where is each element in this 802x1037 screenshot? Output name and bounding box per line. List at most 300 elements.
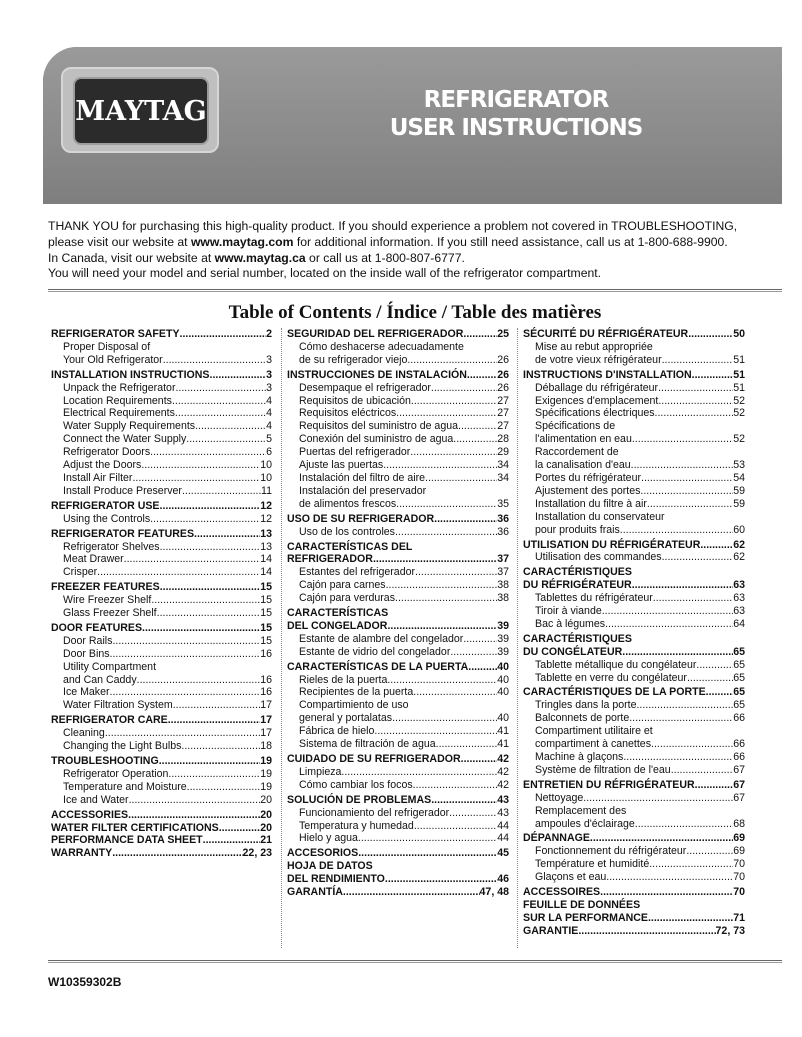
toc-subsection-entry[interactable] <box>287 526 509 539</box>
toc-subsection-entry[interactable] <box>523 792 745 805</box>
toc-leader-dots <box>150 446 266 459</box>
toc-leader-dots <box>150 513 260 526</box>
toc-section-entry[interactable] <box>51 500 272 513</box>
toc-page-number: 71 <box>733 911 745 924</box>
toc-subsection-entry[interactable] <box>523 341 745 354</box>
toc-entry-label: Système de filtration de l'eau <box>535 763 671 776</box>
toc-subsection-entry[interactable] <box>523 551 745 564</box>
toc-leader-dots <box>450 646 497 659</box>
toc-leader-dots <box>181 740 260 753</box>
toc-subsection-entry[interactable] <box>287 699 509 712</box>
toc-entry-label: ampoules d'éclairage <box>535 817 635 830</box>
toc-page-number: 16 <box>260 647 272 660</box>
toc-leader-dots <box>658 395 733 408</box>
toc-entry-label: REFRIGERATOR CARE <box>51 714 168 727</box>
toc-entry-label: Using the Controls <box>63 512 151 525</box>
toc-subsection-entry[interactable] <box>523 845 745 858</box>
toc-subsection-entry[interactable] <box>51 740 272 753</box>
toc-page-number: 15 <box>260 581 272 594</box>
toc-leader-dots <box>182 485 261 498</box>
toc-leader-dots <box>655 407 734 420</box>
toc-subsection-entry[interactable] <box>523 485 745 498</box>
toc-entry-label: FREEZER FEATURES <box>51 581 160 594</box>
toc-subsection-entry[interactable] <box>287 354 509 367</box>
toc-section-entry[interactable] <box>523 925 745 938</box>
toc-entry-label: GARANTIE <box>523 924 579 937</box>
toc-subsection-entry[interactable] <box>287 459 509 472</box>
toc-entry-label: Water Filtration System <box>63 699 173 712</box>
toc-entry-label: Tringles dans la porte <box>535 699 637 712</box>
toc-subsection-entry[interactable] <box>287 592 509 605</box>
title-line-1: REFRIGERATOR <box>423 87 609 113</box>
toc-subsection-entry[interactable] <box>287 382 509 395</box>
toc-leader-dots <box>112 847 242 860</box>
toc-subsection-entry[interactable] <box>51 513 272 526</box>
toc-subsection-entry[interactable] <box>523 395 745 408</box>
toc-leader-dots <box>387 674 497 687</box>
toc-entry-label: DEL RENDIMIENTO <box>287 873 385 886</box>
toc-subsection-entry[interactable] <box>523 725 745 738</box>
toc-subsection-entry[interactable] <box>523 818 745 831</box>
toc-subsection-entry[interactable] <box>287 646 509 659</box>
toc-section-entry[interactable] <box>523 912 745 925</box>
toc-subsection-entry[interactable] <box>523 672 745 685</box>
toc-subsection-entry[interactable] <box>287 807 509 820</box>
toc-subsection-entry[interactable] <box>287 725 509 738</box>
toc-page-number: 10 <box>260 471 272 484</box>
toc-page-number: 43 <box>497 806 509 819</box>
toc-page-number: 12 <box>260 499 272 512</box>
toc-leader-dots <box>600 886 733 899</box>
toc-leader-dots <box>463 328 497 341</box>
toc-entry-label: Tablettes du réfrigérateur <box>535 592 653 605</box>
toc-section-entry[interactable] <box>523 328 745 341</box>
toc-page-number: 40 <box>497 712 509 725</box>
toc-entry-label: Remplacement des <box>535 804 627 817</box>
toc-subsection-entry[interactable] <box>51 661 272 674</box>
toc-leader-dots <box>425 472 497 485</box>
toc-leader-dots <box>602 605 733 618</box>
toc-entry-label: Installation du conservateur <box>535 510 665 523</box>
toc-subsection-entry[interactable] <box>51 727 272 740</box>
toc-leader-dots <box>186 433 266 446</box>
toc-page-number: 41 <box>497 738 509 751</box>
toc-leader-dots <box>180 328 267 341</box>
toc-entry-label: Exigences d'emplacement <box>535 394 659 407</box>
toc-subsection-entry[interactable] <box>523 605 745 618</box>
toc-entry-label: CARACTERÍSTICAS <box>287 607 389 620</box>
toc-section-entry[interactable] <box>51 755 272 768</box>
toc-page-number: 27 <box>497 420 509 433</box>
toc-page-number: 42 <box>497 778 509 791</box>
intro-text-a: THANK YOU for purchasing this high-quality product. If you should experience a problem not covered in TROUBLESHOOTING, <box>48 219 738 233</box>
toc-leader-dots <box>623 751 733 764</box>
toc-entry-label: Cajón para carnes <box>299 579 386 592</box>
toc-page-number: 15 <box>260 607 272 620</box>
toc-page-number: 66 <box>733 751 745 763</box>
toc-entry-label: compartiment à canettes <box>535 738 651 751</box>
toc-page-number: 65 <box>733 699 745 712</box>
toc-page-number: 35 <box>497 497 509 510</box>
toc-leader-dots <box>383 459 497 472</box>
toc-leader-dots <box>407 354 497 367</box>
toc-entry-label: SÉCURITÉ DU RÉFRIGÉRATEUR <box>523 328 689 340</box>
toc-entry-label: Balconnets de porte <box>535 712 630 725</box>
toc-section-entry[interactable] <box>287 886 509 899</box>
logo-text: MAYTAG <box>75 96 207 127</box>
toc-section-entry[interactable] <box>51 528 272 541</box>
toc-subsection-entry[interactable] <box>287 485 509 498</box>
website-link[interactable]: www.maytag.com <box>190 235 294 249</box>
toc-leader-dots <box>159 755 261 768</box>
toc-section-entry[interactable] <box>51 847 272 860</box>
toc-page-number: 52 <box>733 407 745 420</box>
toc-section-entry[interactable] <box>287 369 509 382</box>
toc-entry-label: CARACTERÍSTICAS DEL <box>287 540 413 553</box>
toc-subsection-entry[interactable] <box>523 354 745 367</box>
toc-page-number: 26 <box>497 368 509 381</box>
toc-section-entry[interactable] <box>287 860 509 873</box>
toc-leader-dots <box>128 809 260 822</box>
toc-subsection-entry[interactable] <box>51 674 272 687</box>
toc-section-entry[interactable] <box>523 566 745 579</box>
toc-section-entry[interactable] <box>523 579 745 592</box>
toc-subsection-entry[interactable] <box>523 420 745 433</box>
toc-subsection-entry[interactable] <box>51 607 272 620</box>
toc-subsection-entry[interactable] <box>287 407 509 420</box>
toc-page-number: 22, 23 <box>242 847 272 860</box>
toc-leader-dots <box>168 714 260 727</box>
toc-section-entry[interactable] <box>523 633 745 646</box>
toc-page-number: 28 <box>497 433 509 446</box>
toc-leader-dots <box>662 354 734 367</box>
toc-subsection-entry[interactable] <box>287 779 509 792</box>
toc-subsection-entry[interactable] <box>287 446 509 459</box>
toc-page-number: 37 <box>497 566 509 579</box>
toc-section-entry[interactable] <box>287 847 509 860</box>
toc-entry-label: SUR LA PERFORMANCE <box>523 911 648 924</box>
toc-entry-label: Machine à glaçons <box>535 751 624 763</box>
toc-page-number: 40 <box>497 673 509 686</box>
toc-section-entry[interactable] <box>287 620 509 633</box>
toc-page-number: 4 <box>266 394 272 407</box>
toc-section-entry[interactable] <box>287 753 509 766</box>
toc-subsection-entry[interactable] <box>51 541 272 554</box>
toc-leader-dots <box>210 369 267 382</box>
toc-subsection-entry[interactable] <box>523 764 745 777</box>
toc-leader-dots <box>458 420 497 433</box>
toc-leader-dots <box>632 579 734 592</box>
toc-page-number: 39 <box>497 632 509 645</box>
toc-leader-dots <box>341 766 497 779</box>
toc-entry-label: Install Air Filter <box>63 471 133 484</box>
toc-leader-dots <box>590 832 733 845</box>
toc-leader-dots <box>410 446 497 459</box>
toc-section-entry[interactable] <box>287 553 509 566</box>
toc-leader-dots <box>606 871 733 884</box>
toc-page-number: 66 <box>733 712 745 725</box>
toc-entry-label: Limpieza <box>299 765 342 778</box>
toc-entry-label: Hielo y agua <box>299 832 358 845</box>
toc-page-number: 10 <box>260 459 272 472</box>
toc-leader-dots <box>392 712 497 725</box>
toc-entry-label: Cómo cambiar los focos <box>299 778 413 791</box>
toc-subsection-entry[interactable] <box>287 566 509 579</box>
toc-page-number: 4 <box>266 420 272 433</box>
toc-page-number: 70 <box>733 858 745 871</box>
document-number: W10359302B <box>48 975 122 989</box>
toc-subsection-entry[interactable] <box>51 382 272 395</box>
toc-leader-dots <box>142 622 260 635</box>
toc-entry-label: de alimentos frescos <box>299 497 397 510</box>
toc-page-number: 14 <box>260 553 272 566</box>
toc-subsection-entry[interactable] <box>51 420 272 433</box>
intro-text-d: In Canada, visit our website at <box>48 251 215 265</box>
toc-page-number: 62 <box>733 538 745 551</box>
toc-entry-label: Electrical Requirements <box>63 407 175 420</box>
toc-subsection-entry[interactable] <box>523 858 745 871</box>
toc-section-entry[interactable] <box>287 873 509 886</box>
toc-entry-label: pour produits frais <box>535 523 620 536</box>
toc-leader-dots <box>647 498 733 511</box>
toc-entry-label: Bac à légumes <box>535 617 606 630</box>
toc-entry-label: USO DE SU REFRIGERADOR <box>287 512 435 525</box>
toc-subsection-entry[interactable] <box>523 446 745 459</box>
toc-subsection-entry[interactable] <box>287 832 509 845</box>
toc-subsection-entry[interactable] <box>287 633 509 646</box>
toc-entry-label: Compartiment utilitaire et <box>535 725 653 738</box>
toc-entry-label: SEGURIDAD DEL REFRIGERADOR <box>287 328 464 340</box>
toc-section-entry[interactable] <box>51 581 272 594</box>
toc-leader-dots <box>700 539 733 552</box>
toc-entry-label: INSTRUCCIONES DE INSTALACIÓN <box>287 368 467 381</box>
toc-section-entry[interactable] <box>523 646 745 659</box>
toc-subsection-entry[interactable] <box>523 738 745 751</box>
toc-section-entry[interactable] <box>523 832 745 845</box>
toc-subsection-entry[interactable] <box>523 382 745 395</box>
toc-leader-dots <box>632 433 733 446</box>
toc-subsection-entry[interactable] <box>287 738 509 751</box>
toc-subsection-entry[interactable] <box>287 395 509 408</box>
toc-entry-label: Tablette métallique du congélateur <box>535 658 697 671</box>
toc-leader-dots <box>160 541 261 554</box>
toc-page-number: 21 <box>260 834 272 847</box>
toc-page-number: 39 <box>497 619 509 632</box>
toc-leader-dots <box>187 781 261 794</box>
toc-subsection-entry[interactable] <box>51 354 272 367</box>
toc-page-number: 65 <box>733 686 745 699</box>
toc-section-entry[interactable] <box>287 541 509 554</box>
toc-section-entry[interactable] <box>51 369 272 382</box>
intro-paragraph <box>48 218 783 266</box>
toc-leader-dots <box>622 646 733 659</box>
toc-leader-dots <box>151 594 260 607</box>
toc-subsection-entry[interactable] <box>287 341 509 354</box>
toc-page-number: 51 <box>733 368 745 381</box>
toc-subsection-entry[interactable] <box>523 871 745 884</box>
toc-entry-label: Temperature and Moisture <box>63 780 187 793</box>
toc-subsection-entry[interactable] <box>51 648 272 661</box>
toc-subsection-entry[interactable] <box>51 553 272 566</box>
toc-section-entry[interactable] <box>287 794 509 807</box>
toc-subsection-entry[interactable] <box>51 699 272 712</box>
toc-subsection-entry[interactable] <box>51 407 272 420</box>
toc-subsection-entry[interactable] <box>287 686 509 699</box>
toc-subsection-entry[interactable] <box>51 485 272 498</box>
toc-leader-dots <box>141 459 260 472</box>
toc-subsection-entry[interactable] <box>51 341 272 354</box>
toc-subsection-entry[interactable] <box>51 433 272 446</box>
toc-page-number: 34 <box>497 459 509 472</box>
toc-subsection-entry[interactable] <box>523 498 745 511</box>
toc-section-entry[interactable] <box>523 369 745 382</box>
toc-subsection-entry[interactable] <box>287 579 509 592</box>
toc-section-entry[interactable] <box>523 899 745 912</box>
toc-page-number: 63 <box>733 605 745 618</box>
toc-entry-label: Raccordement de <box>535 446 619 459</box>
toc-entry-label: DOOR FEATURES <box>51 621 143 634</box>
toc-page-number: 51 <box>733 353 745 366</box>
toc-leader-dots <box>160 581 261 594</box>
toc-subsection-entry[interactable] <box>51 768 272 781</box>
toc-subsection-entry[interactable] <box>523 659 745 672</box>
toc-subsection-entry[interactable] <box>51 566 272 579</box>
toc-leader-dots <box>415 566 497 579</box>
website-link-canada[interactable]: www.maytag.ca <box>214 251 306 265</box>
toc-entry-label: Tablette en verre du congélateur <box>535 671 687 684</box>
toc-page-number: 67 <box>733 791 745 804</box>
toc-entry-label: DU RÉFRIGÉRATEUR <box>523 579 632 592</box>
toc-page-number: 34 <box>497 471 509 484</box>
toc-section-entry[interactable] <box>523 686 745 699</box>
toc-section-entry[interactable] <box>287 513 509 526</box>
toc-subsection-entry[interactable] <box>51 446 272 459</box>
toc-entry-label: Déballage du réfrigérateur <box>535 381 659 394</box>
toc-subsection-entry[interactable] <box>51 459 272 472</box>
toc-entry-label: Sistema de filtración de agua <box>299 738 436 751</box>
toc-subsection-entry[interactable] <box>51 395 272 408</box>
toc-entry-label: Uso de los controles <box>299 525 395 538</box>
toc-subsection-entry[interactable] <box>523 699 745 712</box>
toc-section-entry[interactable] <box>51 834 272 847</box>
toc-subsection-entry[interactable] <box>287 433 509 446</box>
toc-section-entry[interactable] <box>287 661 509 674</box>
toc-entry-label: ACCESSORIES <box>51 808 129 821</box>
toc-subsection-entry[interactable] <box>51 794 272 807</box>
toc-subsection-entry[interactable] <box>523 433 745 446</box>
toc-leader-dots <box>124 553 261 566</box>
toc-subsection-entry[interactable] <box>523 805 745 818</box>
toc-subsection-entry[interactable] <box>287 498 509 511</box>
toc-page-number: 36 <box>497 512 509 525</box>
toc-subsection-entry[interactable] <box>287 820 509 833</box>
toc-leader-dots <box>648 912 733 925</box>
toc-subsection-entry[interactable] <box>51 635 272 648</box>
intro-line-1 <box>48 218 783 234</box>
toc-section-entry[interactable] <box>51 714 272 727</box>
toc-section-entry[interactable] <box>523 539 745 552</box>
model-serial-note: You will need your model and serial number, located on the inside wall of the refrigerator compartment. <box>48 266 602 280</box>
toc-entry-label: REFRIGERATOR USE <box>51 499 160 512</box>
toc-subsection-entry[interactable] <box>523 472 745 485</box>
toc-page-number: 2 <box>266 328 272 340</box>
toc-section-entry[interactable] <box>287 607 509 620</box>
toc-subsection-entry[interactable] <box>51 686 272 699</box>
toc-entry-label: Ajuste las puertas <box>299 459 384 472</box>
toc-leader-dots <box>172 395 266 408</box>
toc-subsection-entry[interactable] <box>523 592 745 605</box>
toc-page-number: 26 <box>497 353 509 366</box>
toc-entry-label: Compartimiento de uso <box>299 699 409 712</box>
toc-leader-dots <box>662 551 734 564</box>
toc-subsection-entry[interactable] <box>287 472 509 485</box>
toc-subsection-entry[interactable] <box>523 712 745 725</box>
toc-section-entry[interactable] <box>51 328 272 341</box>
toc-section-entry[interactable] <box>51 822 272 835</box>
toc-section-entry[interactable] <box>523 886 745 899</box>
toc-subsection-entry[interactable] <box>51 781 272 794</box>
toc-entry-label: REFRIGERATOR SAFETY <box>51 328 180 340</box>
toc-entry-label: DU CONGÉLATEUR <box>523 645 623 658</box>
toc-entry-label: Cajón para verduras <box>299 592 395 605</box>
toc-subsection-entry[interactable] <box>523 524 745 537</box>
toc-leader-dots <box>695 779 734 792</box>
toc-subsection-entry[interactable] <box>287 674 509 687</box>
toc-page-number: 59 <box>733 497 745 510</box>
toc-page-number: 60 <box>733 523 745 536</box>
toc-leader-dots <box>635 818 733 831</box>
toc-subsection-entry[interactable] <box>51 472 272 485</box>
toc-subsection-entry[interactable] <box>523 459 745 472</box>
toc-entry-label: Spécifications de <box>535 420 616 433</box>
toc-section-entry[interactable] <box>523 779 745 792</box>
toc-entry-label: Requisitos eléctricos <box>299 407 397 420</box>
toc-subsection-entry[interactable] <box>523 751 745 764</box>
divider-bottom <box>48 960 782 961</box>
toc-entry-label: REFRIGERADOR <box>287 553 373 566</box>
toc-page-number: 65 <box>733 671 745 684</box>
toc-leader-dots <box>194 528 260 541</box>
toc-page-number: 19 <box>260 755 272 767</box>
toc-section-entry[interactable] <box>51 809 272 822</box>
toc-leader-dots <box>173 699 261 712</box>
toc-section-entry[interactable] <box>287 328 509 341</box>
toc-section-entry[interactable] <box>51 622 272 635</box>
toc-page-number: 69 <box>733 845 745 858</box>
toc-entry-label: ACCESSOIRES <box>523 886 601 899</box>
toc-leader-dots <box>649 858 733 871</box>
toc-entry-label: Glaçons et eau <box>535 871 607 884</box>
toc-subsection-entry[interactable] <box>287 766 509 779</box>
toc-subsection-entry[interactable] <box>287 712 509 725</box>
toc-entry-label: Install Produce Preserver <box>63 484 182 497</box>
toc-entry-label: and Can Caddy <box>63 673 137 686</box>
toc-subsection-entry[interactable] <box>523 618 745 631</box>
toc-entry-label: ENTRETIEN DU RÉFRIGÉRATEUR <box>523 778 695 791</box>
toc-subsection-entry[interactable] <box>51 594 272 607</box>
toc-subsection-entry[interactable] <box>287 420 509 433</box>
intro-text-b: please visit our website at <box>48 235 191 249</box>
toc-leader-dots <box>658 382 733 395</box>
toc-leader-dots <box>373 553 497 566</box>
toc-entry-label: Water Supply Requirements <box>63 420 196 433</box>
toc-subsection-entry[interactable] <box>523 511 745 524</box>
toc-entry-label: la canalisation d'eau <box>535 459 631 472</box>
toc-subsection-entry[interactable] <box>523 407 745 420</box>
toc-leader-dots <box>374 725 497 738</box>
toc-entry-label: ACCESORIOS <box>287 847 359 860</box>
toc-entry-label: Portes du réfrigérateur <box>535 471 641 484</box>
